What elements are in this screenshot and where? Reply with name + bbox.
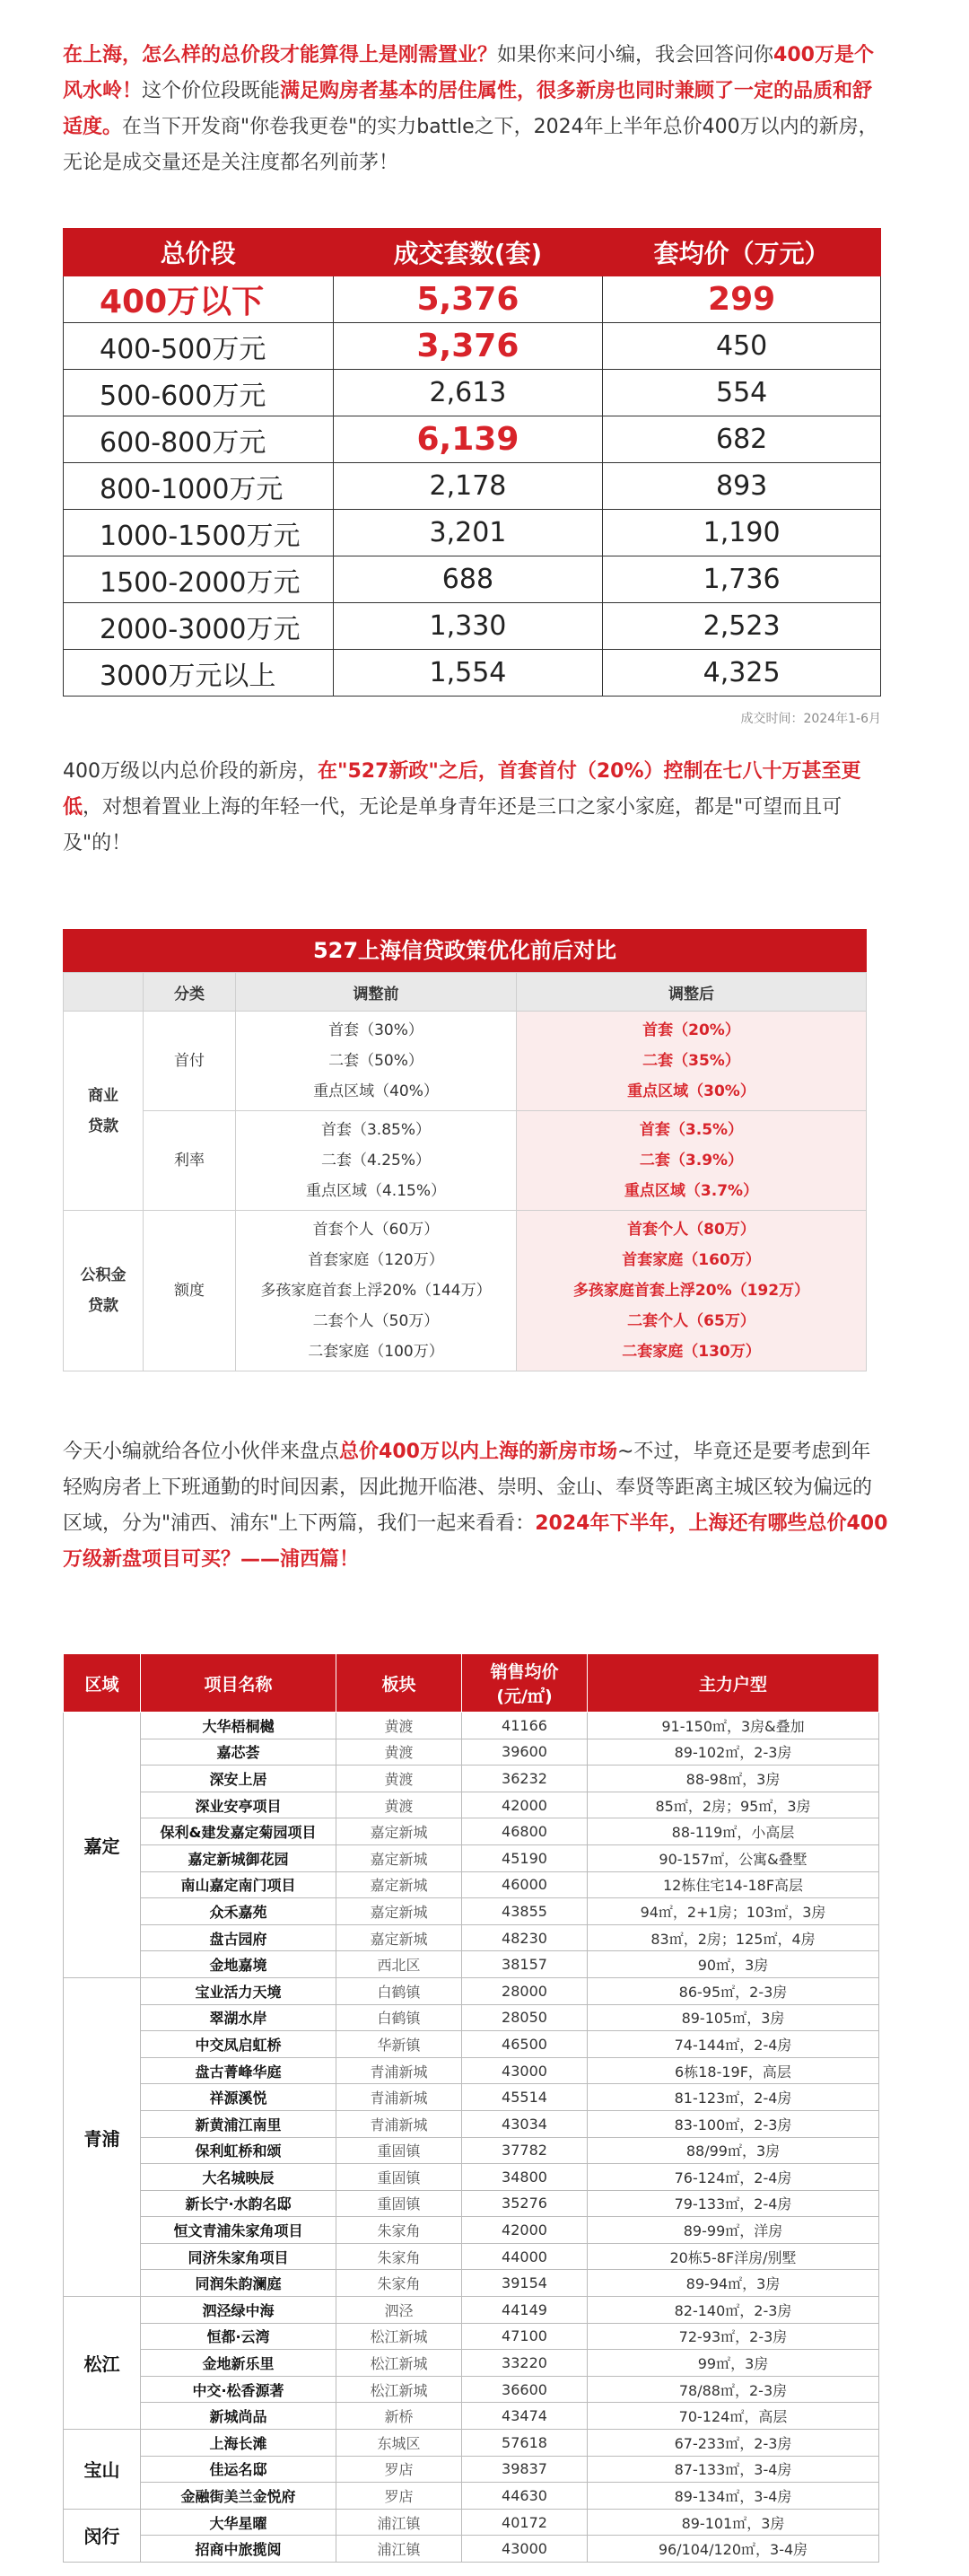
district-cell: 宝山 <box>64 2430 141 2510</box>
project-layout: 20栋5-8F洋房/别墅 <box>588 2243 879 2270</box>
project-price: 47100 <box>462 2323 588 2350</box>
sales-range: 600-800万元 <box>64 416 334 463</box>
project-price: 44000 <box>462 2243 588 2270</box>
project-layout: 89-102㎡，2-3房 <box>588 1739 879 1766</box>
sales-range: 1000-1500万元 <box>64 510 334 556</box>
project-layout: 67-233㎡，2-3房 <box>588 2430 879 2457</box>
project-name: 新黄浦江南里 <box>141 2110 336 2137</box>
project-name: 中交凤启虹桥 <box>141 2031 336 2058</box>
policy-header-before: 调整前 <box>236 973 517 1012</box>
projects-header-price: 销售均价 (元/㎡) <box>462 1654 588 1713</box>
project-price: 40172 <box>462 2509 588 2536</box>
sales-range: 2000-3000万元 <box>64 603 334 650</box>
table-row <box>64 2323 879 2350</box>
intro-highlight-3: 满足购房者基本的居住属性，很多新房也同时兼顾了一定的品质和舒适度。 <box>63 80 873 138</box>
table-row <box>64 1818 879 1845</box>
policy-before-line: 二套（4.25%） <box>320 1152 431 1170</box>
table-row <box>64 2430 879 2457</box>
project-name: 嘉芯荟 <box>141 1739 336 1766</box>
table-row <box>64 1713 879 1739</box>
policy-before-line: 二套家庭（100万） <box>308 1343 444 1361</box>
p3-text-1: 今天小编就给各位小伙伴来盘点 <box>63 1441 340 1463</box>
table-row <box>64 2376 879 2403</box>
table-row <box>64 2536 879 2563</box>
table-row <box>64 2084 879 2111</box>
policy-before-line: 首套个人（60万） <box>312 1221 440 1239</box>
project-layout: 82-140㎡，2-3房 <box>588 2297 879 2324</box>
policy-after-line: 首套个人（80万） <box>627 1221 755 1239</box>
table-row <box>64 416 881 463</box>
sales-range: 800-1000万元 <box>64 463 334 510</box>
policy-after-line: 重点区域（30%） <box>627 1082 755 1100</box>
policy-subcategory: 首付 <box>144 1012 236 1111</box>
policy-after-line: 重点区域（3.7%） <box>624 1182 759 1200</box>
table-row <box>64 510 881 556</box>
policy-before <box>236 1111 517 1211</box>
table-row <box>64 323 881 370</box>
project-block: 黄渡 <box>336 1766 462 1792</box>
project-price: 42000 <box>462 2217 588 2244</box>
project-layout: 94㎡，2+1房；103㎡，3房 <box>588 1898 879 1925</box>
project-name: 南山嘉定南门项目 <box>141 1871 336 1898</box>
sales-header-count: 成交套数(套) <box>333 229 603 276</box>
project-layout: 78/88㎡，2-3房 <box>588 2376 879 2403</box>
project-price: 39837 <box>462 2456 588 2483</box>
table-row <box>64 2456 879 2483</box>
project-block: 朱家角 <box>336 2270 462 2297</box>
project-name: 大名城映辰 <box>141 2164 336 2191</box>
project-name: 同济朱家角项目 <box>141 2243 336 2270</box>
project-name: 泗泾绿中海 <box>141 2297 336 2324</box>
project-block: 松江新城 <box>336 2350 462 2377</box>
sales-range: 1500-2000万元 <box>64 556 334 603</box>
project-price: 28000 <box>462 1977 588 2004</box>
project-block: 浦江镇 <box>336 2509 462 2536</box>
p3-highlight-1: 总价400万以内上海的新房市场 <box>339 1441 617 1463</box>
sales-avg: 1,736 <box>603 556 881 603</box>
project-name: 恒都·云湾 <box>141 2323 336 2350</box>
sales-count: 688 <box>333 556 603 603</box>
table-row <box>64 2164 879 2191</box>
sales-header-range: 总价段 <box>64 229 334 276</box>
sales-range: 400-500万元 <box>64 323 334 370</box>
p3-text-2: ~不过，毕竟还是要考虑到年轻购房者上下班通勤的时间因素，因此抛开临港、崇明、金山、奉贤等距离主城区较为偏远的区域，分为"浦西、浦东"上下两篇，我们一起来看看： <box>63 1441 873 1535</box>
project-layout: 6栋18-19F，高层 <box>588 2057 879 2084</box>
policy-header-blank <box>64 973 144 1012</box>
table-row <box>64 1844 879 1871</box>
project-name: 盘古园府 <box>141 1924 336 1951</box>
p2-text-2: ，对想着置业上海的年轻一代，无论是单身青年还是三口之家小家庭，都是"可望而且可及"的！ <box>63 796 842 854</box>
project-block: 重固镇 <box>336 2164 462 2191</box>
table-row <box>64 1871 879 1898</box>
projects-table <box>63 1653 879 2563</box>
sales-count: 1,554 <box>333 650 603 697</box>
policy-row <box>64 1012 867 1111</box>
project-name: 众禾嘉苑 <box>141 1898 336 1925</box>
project-price: 42000 <box>462 1792 588 1818</box>
policy-before-line: 重点区域（40%） <box>313 1082 439 1100</box>
project-block: 罗店 <box>336 2456 462 2483</box>
project-layout: 89-94㎡，3房 <box>588 2270 879 2297</box>
project-price: 46500 <box>462 2031 588 2058</box>
policy-before <box>236 1211 517 1371</box>
policy-before-line: 重点区域（4.15%） <box>305 1182 446 1200</box>
project-layout: 12栋住宅14-18F高层 <box>588 1871 879 1898</box>
intro-text-1: 如果你来问小编，我会回答问你 <box>497 44 774 66</box>
project-name: 新城尚品 <box>141 2403 336 2430</box>
policy-header-category: 分类 <box>144 973 236 1012</box>
sales-range: 500-600万元 <box>64 370 334 416</box>
project-block: 青浦新城 <box>336 2084 462 2111</box>
policy-header-after: 调整后 <box>517 973 867 1012</box>
project-layout: 89-99㎡，洋房 <box>588 2217 879 2244</box>
project-price: 38157 <box>462 1951 588 1978</box>
project-name: 深安上居 <box>141 1766 336 1792</box>
sales-avg: 4,325 <box>603 650 881 697</box>
table-row <box>64 2270 879 2297</box>
project-name: 祥源溪悦 <box>141 2084 336 2111</box>
project-price: 43855 <box>462 1898 588 1925</box>
project-block: 重固镇 <box>336 2190 462 2217</box>
project-layout: 90-157㎡，公寓&叠墅 <box>588 1844 879 1871</box>
table-row <box>64 2031 879 2058</box>
project-name: 金地新乐里 <box>141 2350 336 2377</box>
project-price: 41166 <box>462 1713 588 1739</box>
table-row <box>64 2297 879 2324</box>
project-name: 新长宁·水韵名邸 <box>141 2190 336 2217</box>
project-block: 新桥 <box>336 2403 462 2430</box>
project-block: 嘉定新城 <box>336 1898 462 1925</box>
policy-before-line: 多孩家庭首套上浮20%（144万） <box>260 1282 492 1300</box>
project-price: 43474 <box>462 2403 588 2430</box>
policy-after <box>517 1012 867 1111</box>
project-block: 嘉定新城 <box>336 1844 462 1871</box>
sales-count: 6,139 <box>333 416 603 463</box>
project-price: 46800 <box>462 1818 588 1845</box>
table-row <box>64 2509 879 2536</box>
table-row <box>64 1739 879 1766</box>
policy-after-line: 二套（3.9%） <box>639 1152 744 1170</box>
policy-after-line: 首套（20%） <box>642 1021 740 1039</box>
table-row <box>64 2190 879 2217</box>
p2-highlight: 在"527新政"之后，首套首付（20%）控制在七八十万甚至更低 <box>63 760 861 819</box>
listing-paragraph <box>63 1434 888 1578</box>
project-layout: 88-119㎡，小高层 <box>588 1818 879 1845</box>
sales-avg: 893 <box>603 463 881 510</box>
project-block: 东城区 <box>336 2430 462 2457</box>
project-block: 松江新城 <box>336 2376 462 2403</box>
project-block: 朱家角 <box>336 2217 462 2244</box>
project-block: 浦江镇 <box>336 2536 462 2563</box>
sales-avg: 554 <box>603 370 881 416</box>
table-row <box>64 1792 879 1818</box>
project-name: 盘古菁峰华庭 <box>141 2057 336 2084</box>
project-layout: 89-105㎡，3房 <box>588 2004 879 2031</box>
p3-highlight-2: 2024年下半年，上海还有哪些总价400万级新盘项目可买？——浦西篇！ <box>63 1512 888 1571</box>
sales-count: 3,376 <box>333 323 603 370</box>
project-price: 48230 <box>462 1924 588 1951</box>
project-price: 33220 <box>462 2350 588 2377</box>
project-layout: 81-123㎡，2-4房 <box>588 2084 879 2111</box>
project-block: 黄渡 <box>336 1739 462 1766</box>
sales-count: 1,330 <box>333 603 603 650</box>
sales-avg: 299 <box>603 276 881 323</box>
project-block: 青浦新城 <box>336 2057 462 2084</box>
policy-after-line: 二套（35%） <box>642 1052 740 1070</box>
table-row <box>64 1977 879 2004</box>
table-row <box>64 2350 879 2377</box>
project-name: 翠湖水岸 <box>141 2004 336 2031</box>
policy-row <box>64 1111 867 1211</box>
project-price: 35276 <box>462 2190 588 2217</box>
p2-text-1: 400万级以内总价段的新房， <box>63 760 318 783</box>
policy-after-line: 首套家庭（160万） <box>622 1251 761 1269</box>
policy-fund-label: 公积金 贷款 <box>64 1211 144 1371</box>
sales-avg: 682 <box>603 416 881 463</box>
project-block: 嘉定新城 <box>336 1924 462 1951</box>
sales-count: 3,201 <box>333 510 603 556</box>
project-price: 57618 <box>462 2430 588 2457</box>
project-layout: 91-150㎡，3房&叠加 <box>588 1713 879 1739</box>
policy-after-line: 二套家庭（130万） <box>622 1343 761 1361</box>
project-block: 泗泾 <box>336 2297 462 2324</box>
table-row <box>64 276 881 323</box>
policy-table <box>63 929 867 1371</box>
table-row <box>64 1924 879 1951</box>
project-block: 黄渡 <box>336 1792 462 1818</box>
policy-after-line: 首套（3.5%） <box>639 1121 744 1139</box>
project-block: 白鹤镇 <box>336 2004 462 2031</box>
project-layout: 85㎡，2房；95㎡，3房 <box>588 1792 879 1818</box>
project-layout: 86-95㎡，2-3房 <box>588 1977 879 2004</box>
project-price: 37782 <box>462 2137 588 2164</box>
project-name: 深业安亭项目 <box>141 1792 336 1818</box>
project-price: 43034 <box>462 2110 588 2137</box>
project-price: 46000 <box>462 1871 588 1898</box>
project-layout: 76-124㎡，2-4房 <box>588 2164 879 2191</box>
policy-after <box>517 1211 867 1371</box>
project-block: 华新镇 <box>336 2031 462 2058</box>
table-row <box>64 1766 879 1792</box>
projects-header-layout: 主力户型 <box>588 1654 879 1713</box>
project-name: 金融街美兰金悦府 <box>141 2483 336 2510</box>
policy-commercial-label: 商业 贷款 <box>64 1012 144 1211</box>
table-row <box>64 2403 879 2430</box>
project-layout: 79-133㎡，2-4房 <box>588 2190 879 2217</box>
project-layout: 89-101㎡，3房 <box>588 2509 879 2536</box>
project-block: 黄渡 <box>336 1713 462 1739</box>
policy-row <box>64 1211 867 1371</box>
project-block: 松江新城 <box>336 2323 462 2350</box>
policy-subcategory: 利率 <box>144 1111 236 1211</box>
project-layout: 74-144㎡，2-4房 <box>588 2031 879 2058</box>
policy-before-line: 首套家庭（120万） <box>308 1251 444 1269</box>
table-row <box>64 2483 879 2510</box>
sales-count: 2,178 <box>333 463 603 510</box>
project-layout: 83㎡，2房；125㎡，4房 <box>588 1924 879 1951</box>
policy-paragraph <box>63 754 888 862</box>
intro-text-3: 在当下开发商"你卷我更卷"的实力battle之下，2024年上半年总价400万以内的新房，无论是成交量还是关注度都名列前茅！ <box>63 116 878 174</box>
district-cell: 松江 <box>64 2297 141 2430</box>
project-layout: 90㎡，3房 <box>588 1951 879 1978</box>
sales-header-avg: 套均价（万元） <box>603 229 881 276</box>
project-name: 嘉定新城御花园 <box>141 1844 336 1871</box>
intro-highlight-1: 在上海，怎么样的总价段才能算得上是刚需置业？ <box>63 44 498 66</box>
table-row <box>64 2137 879 2164</box>
project-layout: 83-100㎡，2-3房 <box>588 2110 879 2137</box>
policy-after-line: 二套个人（65万） <box>627 1312 755 1330</box>
intro-highlight-2: 400万是个风水岭！ <box>63 44 874 102</box>
projects-header-district: 区域 <box>64 1654 141 1713</box>
district-cell: 青浦 <box>64 1977 141 2296</box>
intro-paragraph <box>63 38 888 181</box>
project-price: 45190 <box>462 1844 588 1871</box>
project-price: 45514 <box>462 2084 588 2111</box>
table-row <box>64 463 881 510</box>
sales-range: 3000万元以上 <box>64 650 334 697</box>
table-row <box>64 1898 879 1925</box>
table-row <box>64 603 881 650</box>
district-cell: 嘉定 <box>64 1713 141 1978</box>
project-price: 43000 <box>462 2057 588 2084</box>
project-layout: 96/104/120㎡，3-4房 <box>588 2536 879 2563</box>
policy-before-line: 首套（30%） <box>328 1021 423 1039</box>
table-row <box>64 2057 879 2084</box>
project-layout: 70-124㎡，高层 <box>588 2403 879 2430</box>
project-name: 同润朱韵澜庭 <box>141 2270 336 2297</box>
project-name: 上海长滩 <box>141 2430 336 2457</box>
sales-avg: 2,523 <box>603 603 881 650</box>
projects-header-name: 项目名称 <box>141 1654 336 1713</box>
project-block: 朱家角 <box>336 2243 462 2270</box>
intro-text-2: 这个价位段既能 <box>142 80 281 102</box>
sales-note: 成交时间：2024年1-6月 <box>740 712 881 726</box>
table-row <box>64 556 881 603</box>
project-price: 44149 <box>462 2297 588 2324</box>
project-price: 36232 <box>462 1766 588 1792</box>
table-row <box>64 2110 879 2137</box>
table-row <box>64 650 881 697</box>
sales-count: 5,376 <box>333 276 603 323</box>
table-row <box>64 2004 879 2031</box>
project-price: 43000 <box>462 2536 588 2563</box>
project-name: 恒文青浦朱家角项目 <box>141 2217 336 2244</box>
project-name: 招商中旅揽阅 <box>141 2536 336 2563</box>
policy-after <box>517 1111 867 1211</box>
policy-title: 527上海信贷政策优化前后对比 <box>63 929 867 972</box>
project-layout: 87-133㎡，3-4房 <box>588 2456 879 2483</box>
project-layout: 72-93㎡，2-3房 <box>588 2323 879 2350</box>
district-cell: 闵行 <box>64 2509 141 2562</box>
project-layout: 88-98㎡，3房 <box>588 1766 879 1792</box>
project-layout: 89-134㎡，3-4房 <box>588 2483 879 2510</box>
project-block: 罗店 <box>336 2483 462 2510</box>
project-name: 佳运名邸 <box>141 2456 336 2483</box>
project-price: 39600 <box>462 1739 588 1766</box>
policy-after-line: 多孩家庭首套上浮20%（192万） <box>572 1282 810 1300</box>
project-name: 保利虹桥和颂 <box>141 2137 336 2164</box>
sales-range: 400万以下 <box>64 276 334 323</box>
project-layout: 99㎡，3房 <box>588 2350 879 2377</box>
project-price: 34800 <box>462 2164 588 2191</box>
policy-before-line: 首套（3.85%） <box>320 1121 431 1139</box>
project-price: 36600 <box>462 2376 588 2403</box>
project-block: 重固镇 <box>336 2137 462 2164</box>
project-block: 白鹤镇 <box>336 1977 462 2004</box>
policy-subcategory: 额度 <box>144 1211 236 1371</box>
table-row <box>64 2217 879 2244</box>
project-name: 保利&建发嘉定菊园项目 <box>141 1818 336 1845</box>
policy-before <box>236 1012 517 1111</box>
table-row <box>64 2243 879 2270</box>
project-price: 39154 <box>462 2270 588 2297</box>
project-name: 宝业活力天境 <box>141 1977 336 2004</box>
project-layout: 88/99㎡，3房 <box>588 2137 879 2164</box>
project-name: 中交·松香源著 <box>141 2376 336 2403</box>
project-block: 青浦新城 <box>336 2110 462 2137</box>
sales-count: 2,613 <box>333 370 603 416</box>
table-row <box>64 1951 879 1978</box>
project-name: 大华梧桐樾 <box>141 1713 336 1739</box>
project-name: 大华星曜 <box>141 2509 336 2536</box>
project-price: 44630 <box>462 2483 588 2510</box>
sales-avg: 1,190 <box>603 510 881 556</box>
projects-header-block: 板块 <box>336 1654 462 1713</box>
sales-avg: 450 <box>603 323 881 370</box>
policy-before-line: 二套（50%） <box>328 1052 423 1070</box>
project-block: 嘉定新城 <box>336 1818 462 1845</box>
sales-table <box>63 228 881 697</box>
project-block: 西北区 <box>336 1951 462 1978</box>
project-name: 金地嘉境 <box>141 1951 336 1978</box>
project-block: 嘉定新城 <box>336 1871 462 1898</box>
policy-before-line: 二套个人（50万） <box>312 1312 440 1330</box>
table-row <box>64 370 881 416</box>
project-price: 28050 <box>462 2004 588 2031</box>
